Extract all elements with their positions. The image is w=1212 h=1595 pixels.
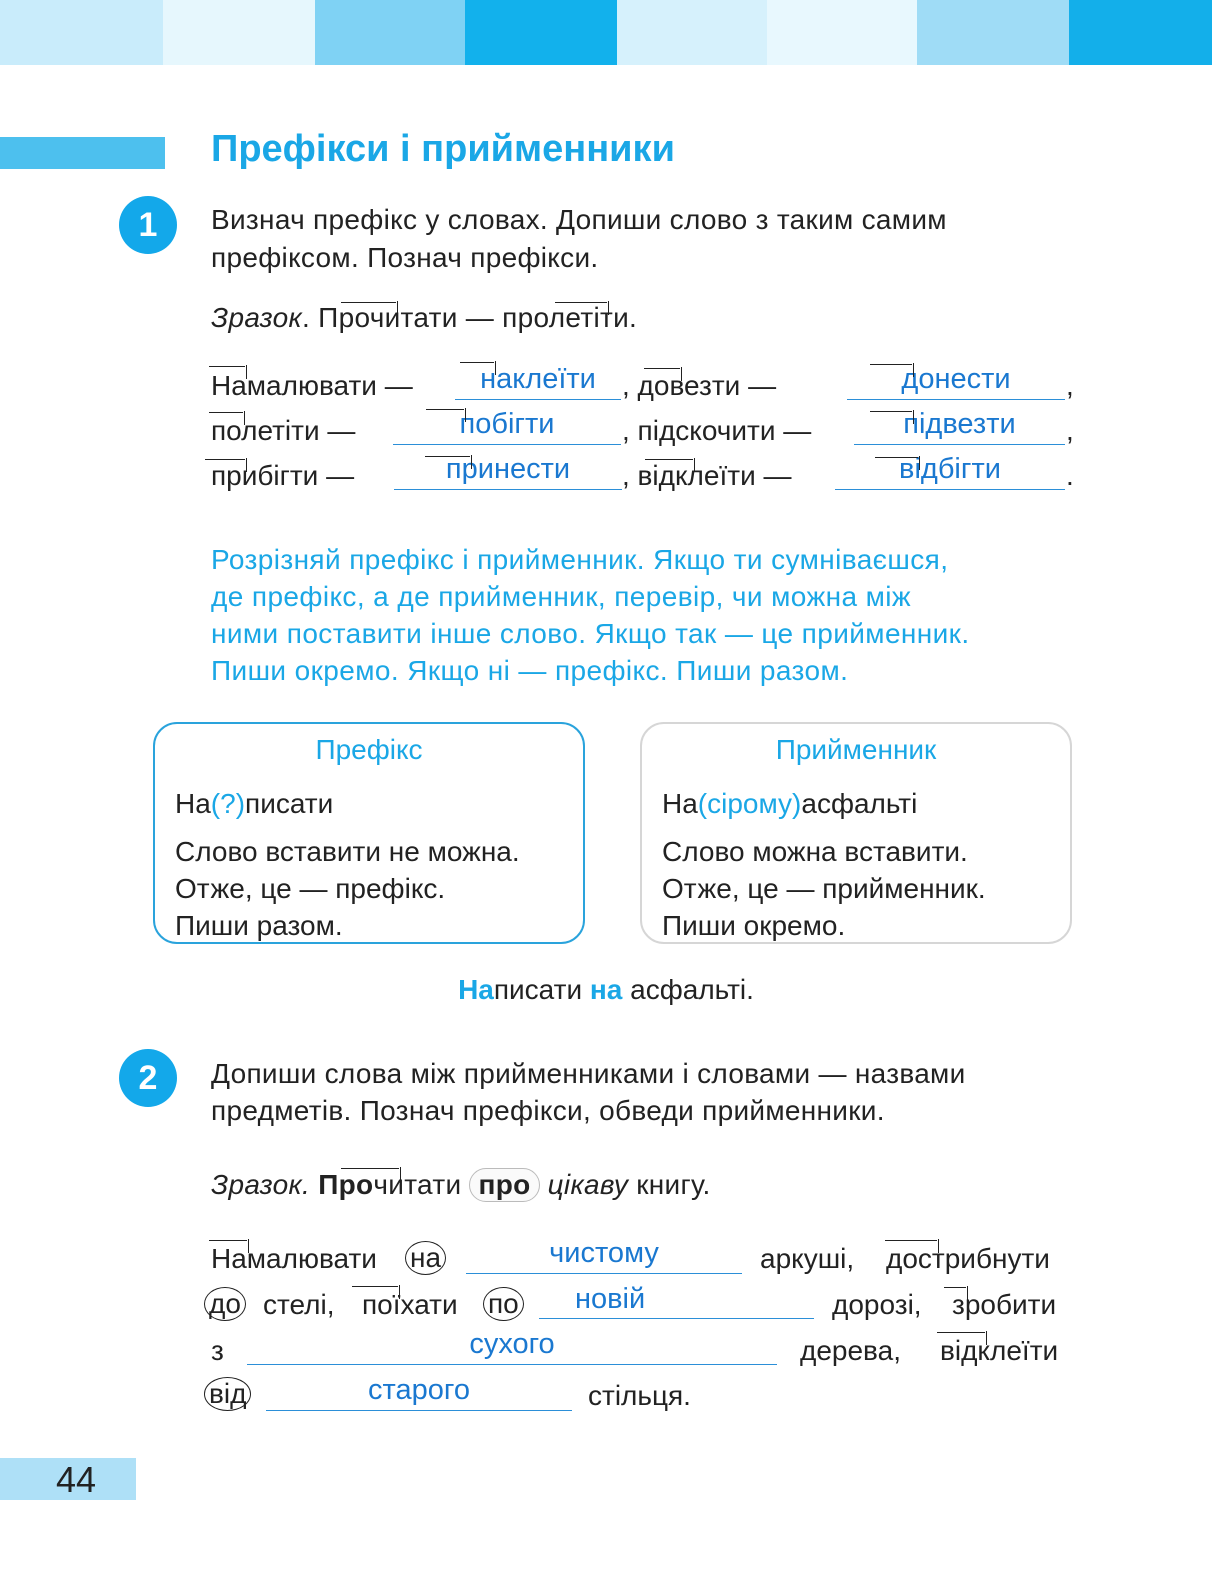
summary-prefix: На xyxy=(458,974,494,1005)
prefix-mark xyxy=(875,457,918,458)
stripe xyxy=(465,0,617,65)
page-number: 44 xyxy=(56,1459,97,1500)
punct: , xyxy=(1066,370,1074,401)
task1-row2-word2: , підскочити — xyxy=(622,415,812,446)
summary-text: асфальті. xyxy=(622,974,754,1005)
prefix-mark xyxy=(341,1168,399,1169)
prefix-mark xyxy=(209,366,245,367)
stripe xyxy=(767,0,917,65)
task2-r1-word2: дострибнути xyxy=(886,1243,1050,1274)
stripe xyxy=(917,0,1069,65)
summary-preposition: на xyxy=(589,974,623,1005)
prefix-mark xyxy=(937,1332,985,1333)
preposition: від xyxy=(204,1377,251,1411)
stripe xyxy=(0,0,163,65)
preposition-box xyxy=(640,722,1072,944)
example-end: асфальті xyxy=(801,788,918,819)
circled-preposition xyxy=(204,1377,251,1411)
page-title: Префікси і прийменники xyxy=(211,128,675,170)
answer-field[interactable]: чистому xyxy=(466,1239,742,1274)
sample-preposition: про xyxy=(469,1168,539,1202)
sample-word: читати xyxy=(373,1169,462,1200)
sample-prefix: Про xyxy=(318,1169,374,1200)
rule-line3: ними поставити інше слово. Якщо так — це прийменник. xyxy=(211,618,970,649)
prefix-mark xyxy=(870,364,912,365)
box-line1: Слово вставити не можна. xyxy=(175,836,520,867)
box-line3: Пиши окремо. xyxy=(662,910,846,941)
task1-row3-word1: прибігти — xyxy=(211,460,355,491)
circled-preposition xyxy=(204,1287,246,1321)
sample-label: Зразок xyxy=(211,302,303,333)
box-title: Прийменник xyxy=(775,734,937,765)
circled-preposition xyxy=(483,1287,524,1321)
prefix-mark xyxy=(885,1240,937,1241)
prefix-mark xyxy=(352,1286,398,1287)
sample-text: . Прочитати — пролетіти. xyxy=(302,302,638,333)
task2-r1-word: Намалювати xyxy=(211,1243,377,1274)
answer-field[interactable]: старого xyxy=(266,1376,572,1411)
example-insert: (сірому) xyxy=(697,788,802,819)
box-title: Префікс xyxy=(315,734,423,765)
sample-noun: книгу. xyxy=(636,1169,711,1200)
stripe xyxy=(617,0,767,65)
title-accent-bar xyxy=(0,137,165,169)
task2-r2-after: дорозі, xyxy=(832,1289,922,1320)
answer-field[interactable]: сухого xyxy=(247,1330,777,1365)
prefix-mark xyxy=(555,302,607,303)
example-start: На xyxy=(175,788,211,819)
answer-field[interactable]: підвезти xyxy=(854,410,1065,445)
preposition: на xyxy=(405,1241,446,1275)
answer-field[interactable]: відбігти xyxy=(835,455,1065,490)
prefix-mark xyxy=(209,1240,247,1241)
example-start: На xyxy=(662,788,698,819)
header-stripes xyxy=(0,0,1212,65)
prefix-mark xyxy=(426,409,464,410)
punct: , xyxy=(1066,415,1074,446)
example-insert: (?) xyxy=(210,788,246,819)
punct: . xyxy=(1066,460,1074,491)
stripe xyxy=(315,0,465,65)
task1-instruction-line2: префіксом. Познач префікси. xyxy=(211,242,599,273)
task1-row2-word1: полетіти — xyxy=(211,415,356,446)
prefix-box xyxy=(153,722,585,944)
task2-instruction-line1: Допиши слова між прийменниками і словами — назвами xyxy=(211,1058,966,1089)
answer-field[interactable]: наклеїти xyxy=(455,365,621,400)
summary-line xyxy=(0,974,1212,1006)
prefix-mark xyxy=(341,302,396,303)
box-line3: Пиши разом. xyxy=(175,910,343,941)
task1-row1-word2: , довезти — xyxy=(622,370,777,401)
task2-r3-prep: з xyxy=(211,1335,224,1366)
prefix-mark xyxy=(870,411,912,412)
sample-adjective: цікаву xyxy=(547,1169,629,1200)
stripe xyxy=(163,0,315,65)
task-number-badge: 2 xyxy=(119,1049,177,1107)
task2-r1-after: аркуші, xyxy=(760,1243,855,1274)
rule-line2: де префікс, а де прийменник, перевір, чи можна між xyxy=(211,581,911,612)
task1-instruction-line1: Визнач префікс у словах. Допиши слово з таким самим xyxy=(211,204,947,235)
prefix-mark xyxy=(209,412,243,413)
task2-r3-after: дерева, xyxy=(800,1335,901,1366)
task1-row1-word1: Намалювати — xyxy=(211,370,413,401)
task2-r2-word2: зробити xyxy=(952,1289,1057,1320)
answer-field[interactable]: новій xyxy=(539,1285,814,1319)
rule-line4: Пиши окремо. Якщо ні — префікс. Пиши разом. xyxy=(211,655,849,686)
task2-r2-text: стелі, xyxy=(263,1289,335,1320)
stripe xyxy=(1069,0,1212,65)
box-example xyxy=(662,788,917,820)
summary-text: писати xyxy=(493,974,590,1005)
box-example xyxy=(175,788,333,820)
example-end: писати xyxy=(245,788,334,819)
preposition: по xyxy=(483,1287,524,1321)
prefix-mark xyxy=(645,459,693,460)
task2-sample xyxy=(211,1168,711,1202)
prefix-mark xyxy=(644,368,680,369)
task1-row3-word2: , відклеїти — xyxy=(622,460,792,491)
task2-r3-word2: відклеїти xyxy=(940,1335,1059,1366)
answer-field[interactable]: принести xyxy=(394,455,622,490)
prefix-mark xyxy=(425,456,470,457)
box-line2: Отже, це — прийменник. xyxy=(662,873,986,904)
prefix-mark xyxy=(460,362,494,363)
box-line2: Отже, це — префікс. xyxy=(175,873,446,904)
task1-sample xyxy=(211,302,637,334)
task-number-badge: 1 xyxy=(119,196,177,254)
answer-field[interactable]: побігти xyxy=(393,410,621,445)
answer-field[interactable]: донести xyxy=(847,365,1065,400)
sample-label: Зразок. xyxy=(211,1169,311,1200)
box-line1: Слово можна вставити. xyxy=(662,836,968,867)
circled-preposition xyxy=(405,1241,446,1275)
task2-r4-after: стільця. xyxy=(588,1380,691,1411)
prefix-mark xyxy=(205,459,245,460)
prefix-mark xyxy=(944,1287,966,1288)
rule-line1: Розрізняй префікс і прийменник. Якщо ти сумніваєшся, xyxy=(211,544,949,575)
preposition: до xyxy=(204,1287,246,1321)
task2-instruction-line2: предметів. Познач префікси, обведи прийменники. xyxy=(211,1095,885,1126)
task2-r2-word: поїхати xyxy=(362,1289,458,1320)
